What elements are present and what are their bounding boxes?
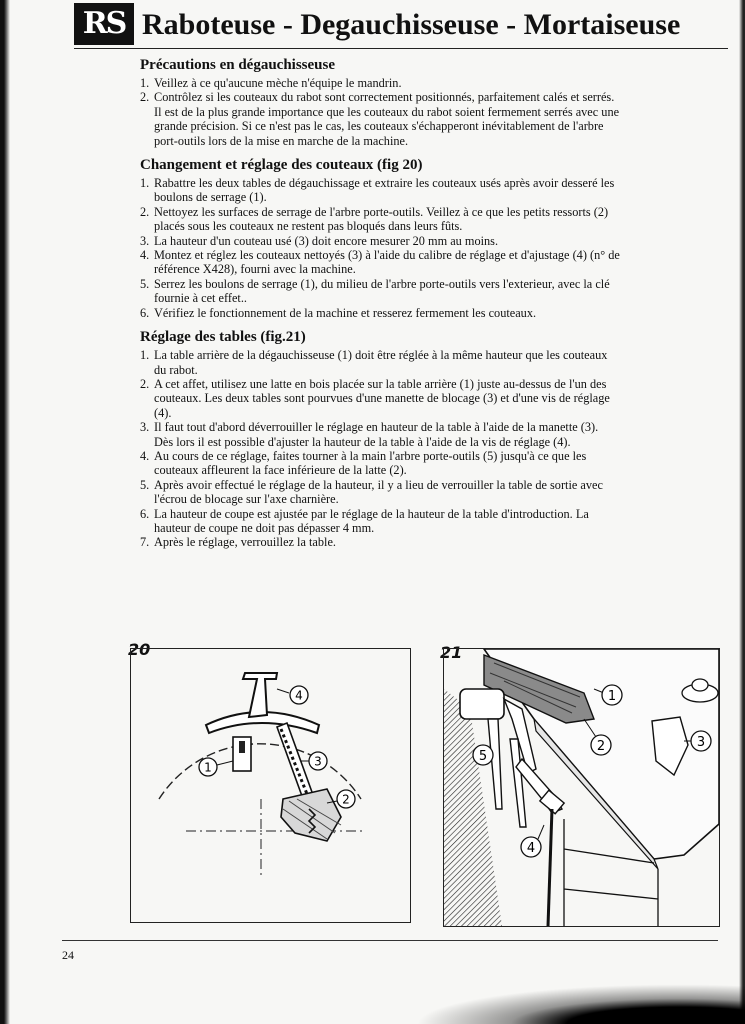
item-text: Veillez à ce qu'aucune mèche n'équipe le mandrin. <box>154 76 402 90</box>
list-item <box>140 376 620 420</box>
item-number: 3. <box>140 233 150 248</box>
callout-3-label: 3 <box>696 735 706 750</box>
page-header <box>74 3 728 47</box>
item-text: A cet affet, utilisez une latte en bois placée sur la table arrière (1) juste au-dessus de l'un des couteaux. Les deux tables sont pourvues d'une manette de blocage (3) et d'une vis de réglage (4). <box>154 376 610 420</box>
item-text: Nettoyez les surfaces de serrage de l'arbre porte-outils. Veillez à ce que les petits ressorts (2) placés sous les couteaux ne restent pas bloqués dans leurs fûts. <box>154 204 609 234</box>
list-item <box>140 276 620 306</box>
list-item <box>140 176 620 205</box>
instructions-body <box>140 56 620 558</box>
item-text: Au cours de ce réglage, faites tourner à la main l'arbre porte-outils (5) jusqu'à ce que les couteaux affleurent la face inférieure de la latte (2). <box>154 448 587 478</box>
callout-1-label: 1 <box>607 689 617 704</box>
section-knife-change <box>140 156 620 320</box>
adjusting-screw-rod <box>548 809 552 926</box>
section-precautions <box>140 56 620 148</box>
scan-edge-left <box>0 0 10 1024</box>
item-text: Après le réglage, verrouillez la table. <box>154 535 336 550</box>
item-number: 6. <box>140 305 150 320</box>
item-number: 5. <box>140 276 150 291</box>
list-item <box>140 204 620 234</box>
callout-4 <box>277 686 308 704</box>
item-number: 2. <box>140 90 150 105</box>
list-item <box>140 348 620 377</box>
item-number: 2. <box>140 376 150 391</box>
figure-21 <box>443 648 720 927</box>
callout-5-label: 5 <box>478 749 488 764</box>
item-number: 1. <box>140 348 150 363</box>
item-number: 6. <box>140 506 150 521</box>
list-item <box>140 535 620 550</box>
brand-logo: RS <box>74 3 134 45</box>
list-item <box>140 477 620 507</box>
instruction-list <box>140 176 620 320</box>
figure-21-number: 21 <box>440 643 463 662</box>
item-number: 4. <box>140 448 150 463</box>
support-rod-left <box>488 719 502 809</box>
callout-3 <box>301 752 327 770</box>
item-number: 4. <box>140 248 150 263</box>
callout-1 <box>199 758 233 776</box>
list-item <box>140 305 620 320</box>
item-number: 1. <box>140 76 150 90</box>
callout-4-label: 4 <box>295 688 303 703</box>
instruction-list <box>140 76 620 148</box>
callout-4-label: 4 <box>526 841 536 856</box>
section-heading: Réglage des tables (fig.21) <box>140 329 306 346</box>
item-text: Après avoir effectué le réglage de la hauteur, il y a lieu de verrouiller la table de sortie avec l'écrou de blocage sur l'axe charnière. <box>154 477 603 507</box>
figure-20-number: 20 <box>128 640 151 659</box>
item-text: La table arrière de la dégauchisseuse (1) doit être réglée à la même hauteur que les couteaux du rabot. <box>154 348 608 377</box>
item-text: Montez et réglez les couteaux nettoyés (3) à l'aide du calibre de réglage et d'ajustage (4) (n° de référence X428), fourni avec la machine. <box>154 248 620 277</box>
item-number: 7. <box>140 535 150 550</box>
cutter-head <box>460 689 504 719</box>
gauge-stem <box>243 673 277 717</box>
section-heading: Changement et réglage des couteaux (fig 20) <box>140 157 423 174</box>
callout-4 <box>521 825 544 857</box>
scan-shadow <box>415 984 745 1024</box>
item-text: La hauteur de coupe est ajustée par le réglage de la hauteur de la table d'introduction. La hauteur de coupe ne doit pas dépasser 4 mm. <box>154 506 589 535</box>
section-table-adjustment <box>140 328 620 550</box>
section-heading: Précautions en dégauchisseuse <box>140 57 335 73</box>
callout-2-label: 2 <box>596 739 606 754</box>
page-number: 24 <box>62 948 74 962</box>
scan-edge-right <box>739 0 745 1024</box>
cutter-circle-arc <box>159 744 361 799</box>
item-text: Il faut tout d'abord déverrouiller le réglage en hauteur de la table à l'aide de la manette (3). Dès lors il est possible d'ajuster la hauteur de la table à l'aide de la vis de réglage (4). <box>154 420 599 449</box>
item-text: La hauteur d'un couteau usé (3) doit encore mesurer 20 mm au moins. <box>154 233 499 248</box>
list-item <box>140 90 620 148</box>
item-number: 5. <box>140 477 150 492</box>
instruction-list <box>140 348 620 550</box>
bolt-slot <box>239 741 245 753</box>
item-text: Vérifiez le fonctionnement de la machine et resserez fermement les couteaux. <box>154 305 537 320</box>
item-text: Rabattre les deux tables de dégauchissage et extraire les couteaux usés après avoir desseré les boulons de serrage (1). <box>154 176 615 205</box>
list-item <box>140 248 620 277</box>
item-number: 1. <box>140 176 150 191</box>
item-text: Serrez les boulons de serrage (1), du milieu de l'arbre porte-outils vers l'exterieur, avec la clé fournie à cet effet.. <box>154 276 610 306</box>
jointer-table-diagram <box>444 649 719 926</box>
item-number: 2. <box>140 204 150 219</box>
figure-20 <box>130 648 411 923</box>
callout-2-label: 2 <box>342 792 350 807</box>
arbor-body <box>281 789 341 841</box>
item-number: 3. <box>140 420 150 435</box>
callout-1-label: 1 <box>204 760 212 775</box>
page-title: Raboteuse - Degauchisseuse - Mortaiseuse <box>142 8 681 41</box>
list-item <box>140 448 620 478</box>
header-divider <box>74 48 728 49</box>
callout-5 <box>473 745 493 765</box>
item-text: Contrôlez si les couteaux du rabot sont correctement positionnés, parfaitement calés et serrés. Il est de la plus grande importance que les couteaux du rabot soient fermement serrés avec une grande précision. Si ce n'est pas le cas, les couteaux s'échapperont inévitablement de l'arbre port-outils lors de la mise en marche de la machine. <box>154 90 620 148</box>
footer-divider <box>62 940 718 941</box>
list-item <box>140 233 620 248</box>
callout-3-label: 3 <box>314 754 322 769</box>
cutter-head-diagram <box>131 649 410 922</box>
list-item <box>140 76 620 90</box>
list-item <box>140 506 620 536</box>
list-item <box>140 420 620 449</box>
